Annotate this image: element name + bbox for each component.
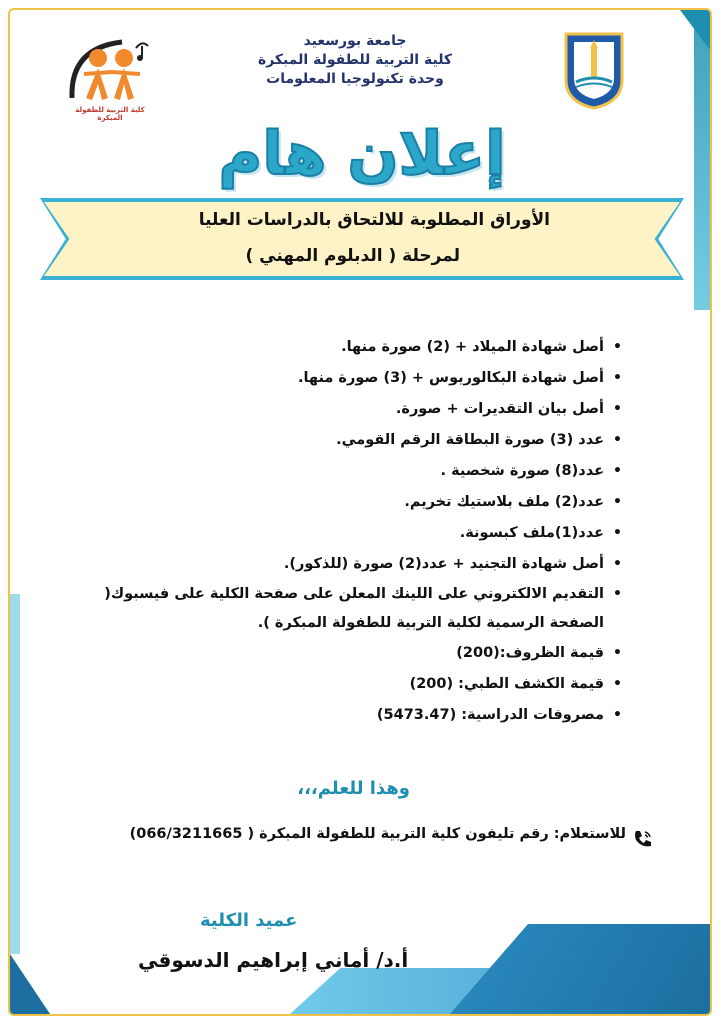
contact-info: للاستعلام: رقم تليفون كلية التربية للطفولة المبكرة ( 066/3211665) xyxy=(129,826,626,842)
list-item: • عدد(1)ملف كبسونة. xyxy=(62,518,622,549)
decorative-corner-bottom-left xyxy=(10,954,50,1014)
faculty-logo-caption: كلية التربية للطفولة المبكرة xyxy=(75,106,145,122)
dean-title: عميد الكلية xyxy=(200,910,298,931)
list-item: • قيمة الكشف الطبي: (200) xyxy=(62,669,622,700)
dean-name: أ.د/ أماني إبراهيم الدسوقي xyxy=(138,948,409,972)
list-item: • التقديم الالكتروني على اللينك المعلن على صفحة الكلية على فيسبوك( الصفحة الرسمية لكلية التربية للطفولة المبكرة ). xyxy=(62,580,622,638)
list-item: • عدد (3) صورة البطاقة الرقم القومي. xyxy=(62,425,622,456)
announcement-title: إعلان هام xyxy=(218,119,506,189)
unit-name: وحدة تكنولوجيا المعلومات xyxy=(266,71,444,87)
university-logo-icon xyxy=(562,30,626,110)
requirements-list xyxy=(62,332,622,731)
list-item: • عدد(8) صورة شخصية . xyxy=(62,456,622,487)
list-item: • مصروفات الدراسية: (5473.47) xyxy=(62,700,622,731)
list-item: • أصل شهادة الميلاد + (2) صورة منها. xyxy=(62,332,622,363)
closing-note: وهذا للعلم،،، xyxy=(297,778,410,799)
announcement-page xyxy=(8,8,712,1016)
faculty-name: كلية التربية للطفولة المبكرة xyxy=(257,52,453,68)
decorative-corner-top-right xyxy=(680,10,710,50)
list-item: • عدد(2) ملف بلاستيك تخريم. xyxy=(62,487,622,518)
institution-header xyxy=(210,32,500,89)
university-name: جامعة بورسعيد xyxy=(303,33,407,49)
decorative-stripe-left xyxy=(10,594,20,954)
decorative-corner-bottom-right xyxy=(450,924,710,1014)
phone-icon xyxy=(632,828,654,850)
list-item: • أصل بيان التقديرات + صورة. xyxy=(62,394,622,425)
ribbon-line-2: لمرحلة ( الدبلوم المهني ) xyxy=(245,246,460,266)
ribbon-line-1: الأوراق المطلوبة للالتحاق بالدراسات العليا xyxy=(198,210,550,230)
list-item: • أصل شهادة التجنيد + عدد(2) صورة (للذكور). xyxy=(62,549,622,580)
list-item: • قيمة الظروف:(200) xyxy=(62,638,622,669)
list-item: • أصل شهادة البكالوريوس + (3) صورة منها. xyxy=(62,363,622,394)
